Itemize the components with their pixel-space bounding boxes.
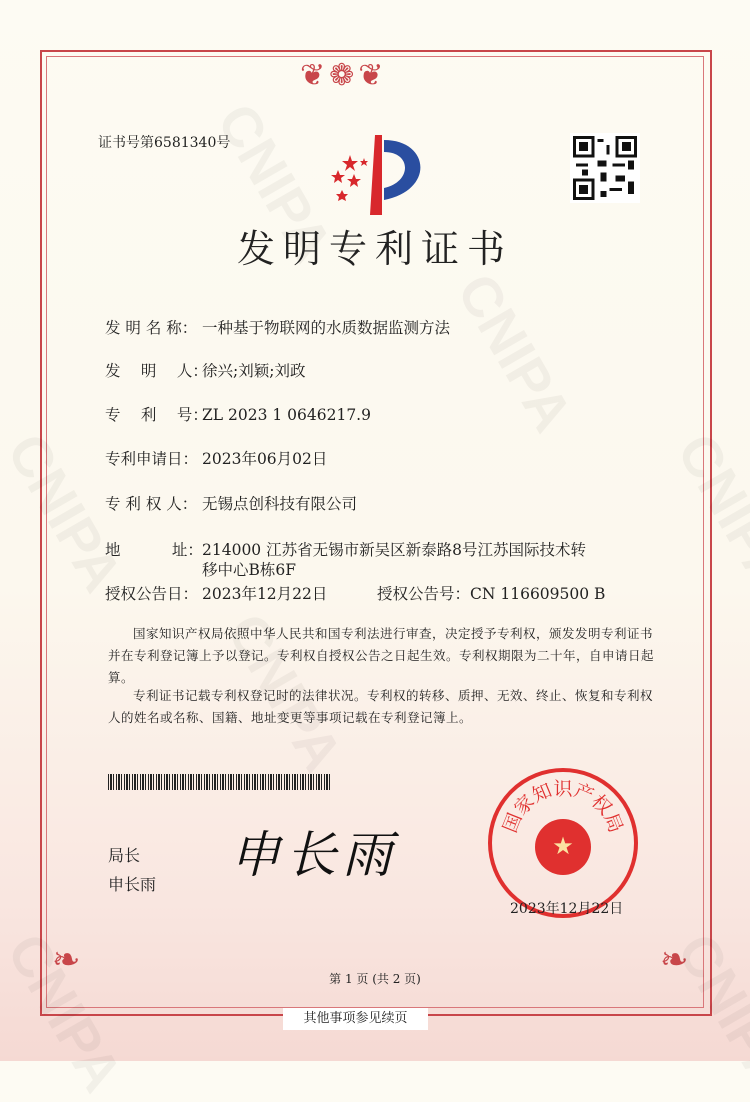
certificate-title: 发明专利证书: [236, 227, 513, 271]
corner-ornament-right: ❧: [660, 940, 689, 980]
legal-paragraph-2: 专利证书记载专利权登记时的法律状况。专利权的转移、质押、无效、终止、恢复和专利权人的姓名或名称、国籍、地址变更等事项记载在专利登记簿上。: [108, 688, 654, 725]
seal-text: 国家知识产权局: [499, 778, 627, 836]
page-number: 第 1 页 (共 2 页): [329, 972, 421, 986]
top-ornament: ❦❁❦: [300, 58, 388, 93]
field-patentee: 专 利 权 人： 无锡点创科技有限公司: [105, 495, 358, 513]
field-invention-name: 发 明 名 称： 一种基于物联网的水质数据监测方法: [105, 319, 451, 337]
cnipa-logo: [320, 130, 430, 215]
field-inventors: 发 明 人：徐兴;刘颖;刘政: [105, 362, 306, 380]
field-patent-number: 专 利 号：ZL 2023 1 0646217.9: [105, 406, 371, 424]
field-grant-date: 授权公告日： 2023年12月22日: [105, 585, 328, 603]
director-signature: 申长雨: [230, 826, 398, 884]
field-application-date: 专利申请日： 2023年06月02日: [105, 450, 328, 468]
director-title: 局长: [108, 846, 141, 865]
corner-ornament-left: ❧: [52, 940, 81, 980]
svg-text:国家知识产权局: [499, 778, 627, 836]
legal-paragraph-1: 国家知识产权局依照中华人民共和国专利法进行审查，决定授予专利权，颁发发明专利证书并在专利登记簿上予以登记。专利权自授权公告之日起生效。专利权期限为二十年，自申请日起算。: [108, 626, 655, 685]
field-grant-number: 授权公告号：CN 116609500 B: [377, 585, 606, 603]
field-address-line2: 移中心B栋6F: [202, 561, 297, 579]
official-seal: [488, 768, 638, 918]
continued-note: 其他事项参见续页: [283, 1008, 428, 1030]
qr-code: [570, 133, 640, 203]
field-address: 地 址：214000 江苏省无锡市新吴区新泰路8号江苏国际技术转: [105, 541, 586, 559]
national-emblem-icon: ★: [535, 819, 591, 875]
director-name: 申长雨: [108, 875, 157, 894]
seal-date: 2023年12月22日: [510, 901, 624, 917]
certificate-number: 证书号第6581340号: [98, 135, 231, 151]
barcode: [108, 774, 330, 790]
seal-text-ring: [492, 772, 634, 914]
